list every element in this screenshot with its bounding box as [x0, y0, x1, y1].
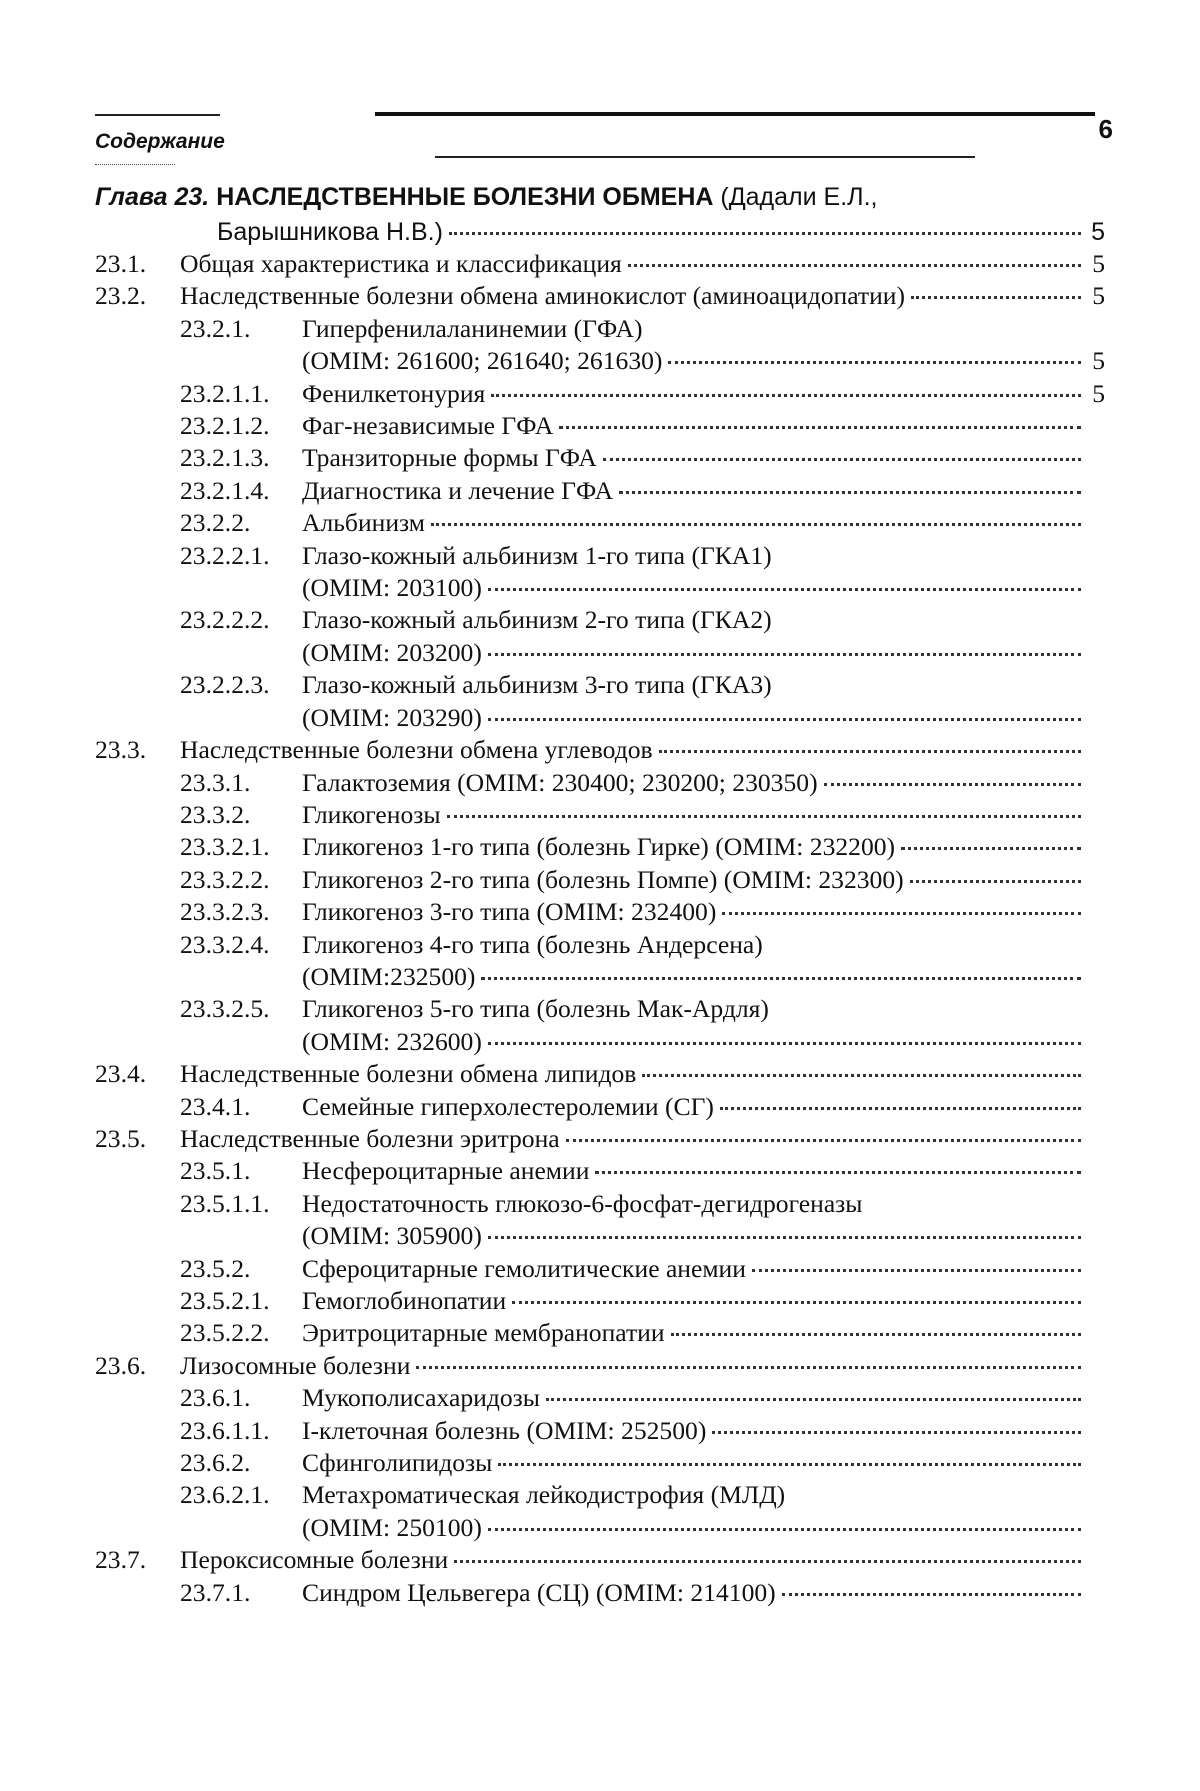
- toc-entry: [95, 475, 1105, 507]
- toc-entry: [95, 1447, 1105, 1479]
- dot-leader: [668, 361, 1081, 364]
- toc-entry-title: (OMIM: 305900): [302, 1221, 482, 1251]
- toc-entry-number: 23.4.: [95, 1059, 147, 1089]
- toc-entry: [95, 1285, 1105, 1317]
- toc-entry-line: [302, 1512, 1105, 1544]
- toc-entry-number: 23.3.2.2.: [180, 864, 270, 894]
- toc-entry-number: 23.2.2.1.: [180, 540, 270, 570]
- toc-entry-line: [302, 1577, 1105, 1609]
- dot-leader: [712, 1431, 1081, 1434]
- toc-entry: [95, 669, 1105, 734]
- toc-entry-title: Гликогеноз 5-го типа (болезнь Мак-Ардля): [302, 994, 769, 1024]
- dot-leader: [481, 977, 1081, 980]
- toc-entry-line: [302, 1188, 1105, 1220]
- toc-entry-title: Синдром Цельвегера (СЦ) (OMIM: 214100): [302, 1577, 776, 1607]
- toc-entry-body: [302, 507, 1105, 539]
- toc-entry-body: [180, 1544, 1105, 1576]
- toc-entry-title: Сфинголипидозы: [302, 1448, 493, 1478]
- dot-leader: [488, 1528, 1081, 1531]
- dot-leader: [720, 1107, 1081, 1110]
- toc-entry-number: 23.6.2.: [180, 1448, 251, 1478]
- toc-entry-number: 23.2.1.1.: [180, 378, 270, 408]
- toc-entry-line: [302, 896, 1105, 928]
- chapter-heading: [95, 180, 1105, 250]
- toc-entry-title: Гликогенозы: [302, 799, 441, 829]
- dot-leader: [488, 1042, 1081, 1045]
- toc-entry-number: 23.5.1.: [180, 1156, 251, 1186]
- toc-entry-title: Лизосомные болезни: [180, 1350, 411, 1380]
- toc-entry-line: [302, 345, 1105, 377]
- dot-leader: [498, 1463, 1081, 1466]
- toc-entry-number: 23.5.: [95, 1123, 147, 1153]
- chapter-authors-cont: Барышникова Н.В.): [217, 218, 443, 246]
- toc-entry-line: [302, 410, 1105, 442]
- toc-entry-title: Фаг-независимые ГФА: [302, 411, 554, 441]
- toc-entry-number: 23.3.1.: [180, 767, 251, 797]
- toc-entry: [95, 799, 1105, 831]
- dot-leader: [671, 1333, 1081, 1336]
- toc-entry-body: [302, 799, 1105, 831]
- toc-entry-number: 23.2.1.2.: [180, 411, 270, 441]
- dot-leader: [619, 491, 1081, 494]
- chapter-page-ref: 5: [1091, 218, 1105, 246]
- toc-entry-title: Наследственные болезни обмена углеводов: [180, 735, 653, 765]
- toc-entry: [95, 896, 1105, 928]
- toc-entry-line: [302, 669, 1105, 701]
- toc-entry-body: [302, 1415, 1105, 1447]
- toc-entry-line: [302, 475, 1105, 507]
- toc-entry-title: Наследственные болезни эритрона: [180, 1123, 560, 1153]
- toc-entry-title: Транзиторные формы ГФА: [302, 443, 597, 473]
- header-rule: [95, 164, 175, 165]
- toc-entry-number: 23.2.1.: [180, 313, 251, 343]
- toc-entry-body: [180, 734, 1105, 766]
- toc-entry-line: [302, 929, 1105, 961]
- toc-entry-line: [302, 961, 1105, 993]
- toc-page-ref: 5: [1092, 346, 1105, 376]
- toc-entry: [95, 507, 1105, 539]
- toc-entry-body: [302, 1285, 1105, 1317]
- toc-entry-body: [302, 1155, 1105, 1187]
- dot-leader: [566, 1139, 1081, 1142]
- toc-entry-body: [302, 896, 1105, 928]
- toc-entry: [95, 1317, 1105, 1349]
- toc-entry-line: [302, 1026, 1105, 1058]
- dot-leader: [628, 264, 1081, 267]
- toc-entry-title: Глазо-кожный альбинизм 2-го типа (ГКА2): [302, 605, 772, 635]
- toc-entry-line: [302, 604, 1105, 636]
- toc-entry: [95, 1577, 1105, 1609]
- toc-entry-number: 23.6.1.: [180, 1383, 251, 1413]
- toc-entry-number: 23.2.1.4.: [180, 475, 270, 505]
- dot-leader: [642, 1074, 1081, 1077]
- toc-entry-title: Пероксисомные болезни: [180, 1545, 449, 1575]
- toc-entry-line: [302, 540, 1105, 572]
- toc-entry-title: Наследственные болезни обмена аминокислот (аминоацидопатии): [180, 281, 905, 311]
- toc-entry: [95, 442, 1105, 474]
- toc-entry-line: [302, 378, 1105, 410]
- toc-entry: [95, 1350, 1105, 1382]
- toc-entry-title: Галактоземия (OMIM: 230400; 230200; 230350): [302, 767, 818, 797]
- toc-entry-line: [302, 1447, 1105, 1479]
- toc-entry-number: 23.3.2.: [180, 799, 251, 829]
- toc-entry-line: [302, 1285, 1105, 1317]
- toc-entry-number: 23.6.: [95, 1350, 147, 1380]
- dot-leader: [488, 653, 1081, 656]
- toc-entry-title: Семейные гиперхолестеролемии (СГ): [302, 1091, 714, 1121]
- toc-entry-line: [302, 1220, 1105, 1252]
- toc-entry-body: [302, 831, 1105, 863]
- dot-leader: [559, 426, 1081, 429]
- dot-leader: [431, 523, 1081, 526]
- toc-entry-title: (OMIM: 203100): [302, 573, 482, 603]
- toc-entry-number: 23.2.: [95, 281, 147, 311]
- toc-entry-line: [302, 637, 1105, 669]
- toc-entry-number: 23.5.2.1.: [180, 1286, 270, 1315]
- toc-entry-body: [302, 475, 1105, 507]
- toc-entry: [95, 1479, 1105, 1544]
- toc-entry-title: Гликогеноз 3-го типа (OMIM: 232400): [302, 897, 717, 927]
- toc-entry: [95, 831, 1105, 863]
- dot-leader: [911, 296, 1081, 299]
- toc-entry-body: [180, 1350, 1105, 1382]
- toc-entry-title: (OMIM: 261600; 261640; 261630): [302, 346, 663, 376]
- toc-page-ref: 5: [1092, 281, 1105, 311]
- toc-entry-line: [302, 1382, 1105, 1414]
- toc-entry-number: 23.2.2.2.: [180, 605, 270, 635]
- chapter-label: Глава 23.: [95, 183, 210, 211]
- toc-entry: [95, 540, 1105, 605]
- toc-entry: [95, 1123, 1105, 1155]
- table-of-contents: [95, 248, 1105, 1609]
- toc-entry: [95, 993, 1105, 1058]
- toc-entry: [95, 1155, 1105, 1187]
- dot-leader: [488, 588, 1081, 591]
- toc-entry-title: (OMIM: 203200): [302, 637, 482, 667]
- toc-entry-body: [302, 442, 1105, 474]
- toc-entry-body: [302, 767, 1105, 799]
- toc-entry-line: [180, 734, 1105, 766]
- toc-entry: [95, 864, 1105, 896]
- toc-entry-line: [302, 864, 1105, 896]
- toc-entry: [95, 1382, 1105, 1414]
- toc-entry-title: (OMIM:232500): [302, 961, 476, 991]
- toc-entry-body: [180, 1123, 1105, 1155]
- toc-entry-line: [302, 1155, 1105, 1187]
- toc-entry-title: Фенилкетонурия: [302, 378, 486, 408]
- toc-entry-line: [302, 442, 1105, 474]
- dot-leader: [488, 718, 1081, 721]
- toc-entry-number: 23.2.2.: [180, 508, 251, 538]
- toc-entry-number: 23.3.: [95, 735, 147, 765]
- dot-leader: [546, 1398, 1081, 1401]
- toc-entry-line: [302, 507, 1105, 539]
- toc-entry-title: Эритроцитарные мембранопатии: [302, 1318, 665, 1348]
- toc-entry-number: 23.3.2.3.: [180, 897, 270, 927]
- toc-entry-number: 23.6.1.1.: [180, 1415, 270, 1445]
- header-rule: [95, 114, 220, 116]
- toc-entry-number: 23.6.2.1.: [180, 1480, 270, 1510]
- toc-entry-title: Гиперфенилаланинемии (ГФА): [302, 313, 643, 343]
- toc-entry: [95, 1415, 1105, 1447]
- toc-entry-title: Гликогеноз 1-го типа (болезнь Гирке) (OMIM: 232200): [302, 832, 896, 862]
- toc-entry-title: (OMIM: 203290): [302, 702, 482, 732]
- toc-entry-line: [302, 993, 1105, 1025]
- toc-entry-title: Диагностика и лечение ГФА: [302, 475, 614, 505]
- page-number: 6: [1098, 114, 1113, 144]
- toc-entry-body: [302, 604, 1105, 669]
- dot-leader: [752, 1269, 1081, 1272]
- running-header-title: Содержание: [95, 130, 225, 153]
- toc-entry-line: [180, 1123, 1105, 1155]
- dot-leader: [454, 1560, 1081, 1563]
- dot-leader: [416, 1366, 1081, 1369]
- toc-entry: [95, 1058, 1105, 1090]
- toc-entry: [95, 378, 1105, 410]
- toc-entry-title: (OMIM: 232600): [302, 1026, 482, 1056]
- dot-leader: [491, 394, 1081, 397]
- toc-entry-line: [302, 1091, 1105, 1123]
- toc-entry-body: [302, 1479, 1105, 1544]
- toc-entry-title: I-клеточная болезнь (OMIM: 252500): [302, 1415, 707, 1445]
- dot-leader: [722, 912, 1081, 915]
- toc-entry-body: [302, 1382, 1105, 1414]
- toc-entry-number: 23.5.2.2.: [180, 1318, 270, 1348]
- toc-entry-body: [302, 410, 1105, 442]
- toc-entry-number: 23.7.1.: [180, 1577, 251, 1607]
- toc-entry-body: [302, 1188, 1105, 1253]
- toc-entry: [95, 604, 1105, 669]
- toc-page-ref: 5: [1092, 378, 1105, 408]
- toc-entry-number: 23.1.: [95, 249, 147, 278]
- toc-entry-line: [302, 831, 1105, 863]
- toc-entry-body: [302, 313, 1105, 378]
- toc-entry: [95, 767, 1105, 799]
- toc-entry-body: [302, 993, 1105, 1058]
- toc-entry-number: 23.3.2.4.: [180, 929, 270, 959]
- dot-leader: [659, 750, 1081, 753]
- toc-entry-body: [180, 1058, 1105, 1090]
- toc-entry-number: 23.4.1.: [180, 1091, 251, 1121]
- toc-entry-line: [302, 313, 1105, 345]
- toc-entry-body: [180, 280, 1105, 312]
- toc-entry-line: [180, 1058, 1105, 1090]
- dot-leader: [512, 1301, 1081, 1304]
- dot-leader: [910, 880, 1081, 883]
- toc-page-ref: 5: [1092, 249, 1105, 278]
- toc-entry-body: [302, 1577, 1105, 1609]
- toc-entry-line: [302, 1479, 1105, 1511]
- dot-leader: [901, 847, 1081, 850]
- toc-entry: [95, 1091, 1105, 1123]
- header-rule: [435, 156, 975, 158]
- toc-entry-body: [302, 669, 1105, 734]
- toc-entry-line: [302, 1415, 1105, 1447]
- toc-entry-title: Гликогеноз 4-го типа (болезнь Андерсена): [302, 929, 763, 959]
- toc-entry-title: Альбинизм: [302, 508, 425, 538]
- toc-entry: [95, 313, 1105, 378]
- toc-entry-line: [302, 1317, 1105, 1349]
- dot-leader: [824, 783, 1081, 786]
- toc-entry-title: Глазо-кожный альбинизм 3-го типа (ГКА3): [302, 670, 772, 700]
- running-header: [95, 108, 1113, 168]
- toc-entry-number: 23.2.2.3.: [180, 670, 270, 700]
- toc-entry-line: [180, 1544, 1105, 1576]
- toc-entry: [95, 734, 1105, 766]
- toc-entry-number: 23.5.2.: [180, 1253, 251, 1283]
- toc-entry-number: 23.5.1.1.: [180, 1188, 270, 1218]
- dot-leader: [447, 815, 1081, 818]
- toc-entry-body: [302, 1091, 1105, 1123]
- toc-entry-line: [180, 1350, 1105, 1382]
- toc-entry: [95, 280, 1105, 312]
- toc-entry-line: [302, 702, 1105, 734]
- toc-entry-body: [302, 378, 1105, 410]
- toc-entry-title: (OMIM: 250100): [302, 1512, 482, 1542]
- toc-entry-number: 23.7.: [95, 1545, 147, 1575]
- toc-entry-body: [302, 540, 1105, 605]
- toc-entry: [95, 1188, 1105, 1253]
- toc-entry-line: [302, 1253, 1105, 1285]
- header-rule: [375, 112, 1095, 116]
- toc-entry: [95, 1544, 1105, 1576]
- toc-entry-title: Наследственные болезни обмена липидов: [180, 1059, 637, 1089]
- toc-entry-line: [180, 280, 1105, 312]
- toc-entry-body: [180, 248, 1105, 280]
- toc-entry-body: [302, 1253, 1105, 1285]
- toc-entry-title: Недостаточность глюкозо-6-фосфат-дегидрогеназы: [302, 1188, 863, 1218]
- toc-entry-title: Глазо-кожный альбинизм 1-го типа (ГКА1): [302, 540, 772, 570]
- dot-leader: [603, 458, 1081, 461]
- toc-entry: [95, 248, 1105, 280]
- toc-entry-body: [302, 864, 1105, 896]
- toc-entry-body: [302, 929, 1105, 994]
- toc-entry-title: Несфероцитарные анемии: [302, 1156, 590, 1186]
- toc-entry-title: Гемоглобинопатии: [302, 1286, 507, 1315]
- toc-entry-line: [302, 572, 1105, 604]
- toc-entry-number: 23.3.2.5.: [180, 994, 270, 1024]
- toc-entry-body: [302, 1447, 1105, 1479]
- chapter-authors: (Дадали Е.Л.,: [720, 183, 878, 211]
- chapter-title: НАСЛЕДСТВЕННЫЕ БОЛЕЗНИ ОБМЕНА: [216, 183, 714, 211]
- toc-entry: [95, 929, 1105, 994]
- dot-leader: [488, 1236, 1081, 1239]
- dot-leader: [782, 1593, 1081, 1596]
- toc-entry-body: [302, 1317, 1105, 1349]
- toc-entry-line: [180, 248, 1105, 280]
- toc-entry-number: 23.2.1.3.: [180, 443, 270, 473]
- toc-entry-title: Гликогеноз 2-го типа (болезнь Помпе) (OMIM: 232300): [302, 864, 904, 894]
- toc-entry-line: [302, 799, 1105, 831]
- toc-entry-title: Сфероцитарные гемолитические анемии: [302, 1253, 746, 1283]
- toc-entry-title: Метахроматическая лейкодистрофия (МЛД): [302, 1480, 786, 1510]
- toc-entry-number: 23.3.2.1.: [180, 832, 270, 862]
- dot-leader: [595, 1171, 1081, 1174]
- toc-entry-title: Общая характеристика и классификация: [180, 249, 622, 278]
- toc-entry: [95, 1253, 1105, 1285]
- toc-entry-title: Мукополисахаридозы: [302, 1383, 540, 1413]
- toc-entry-line: [302, 767, 1105, 799]
- toc-entry: [95, 410, 1105, 442]
- dot-leader: [449, 232, 1081, 235]
